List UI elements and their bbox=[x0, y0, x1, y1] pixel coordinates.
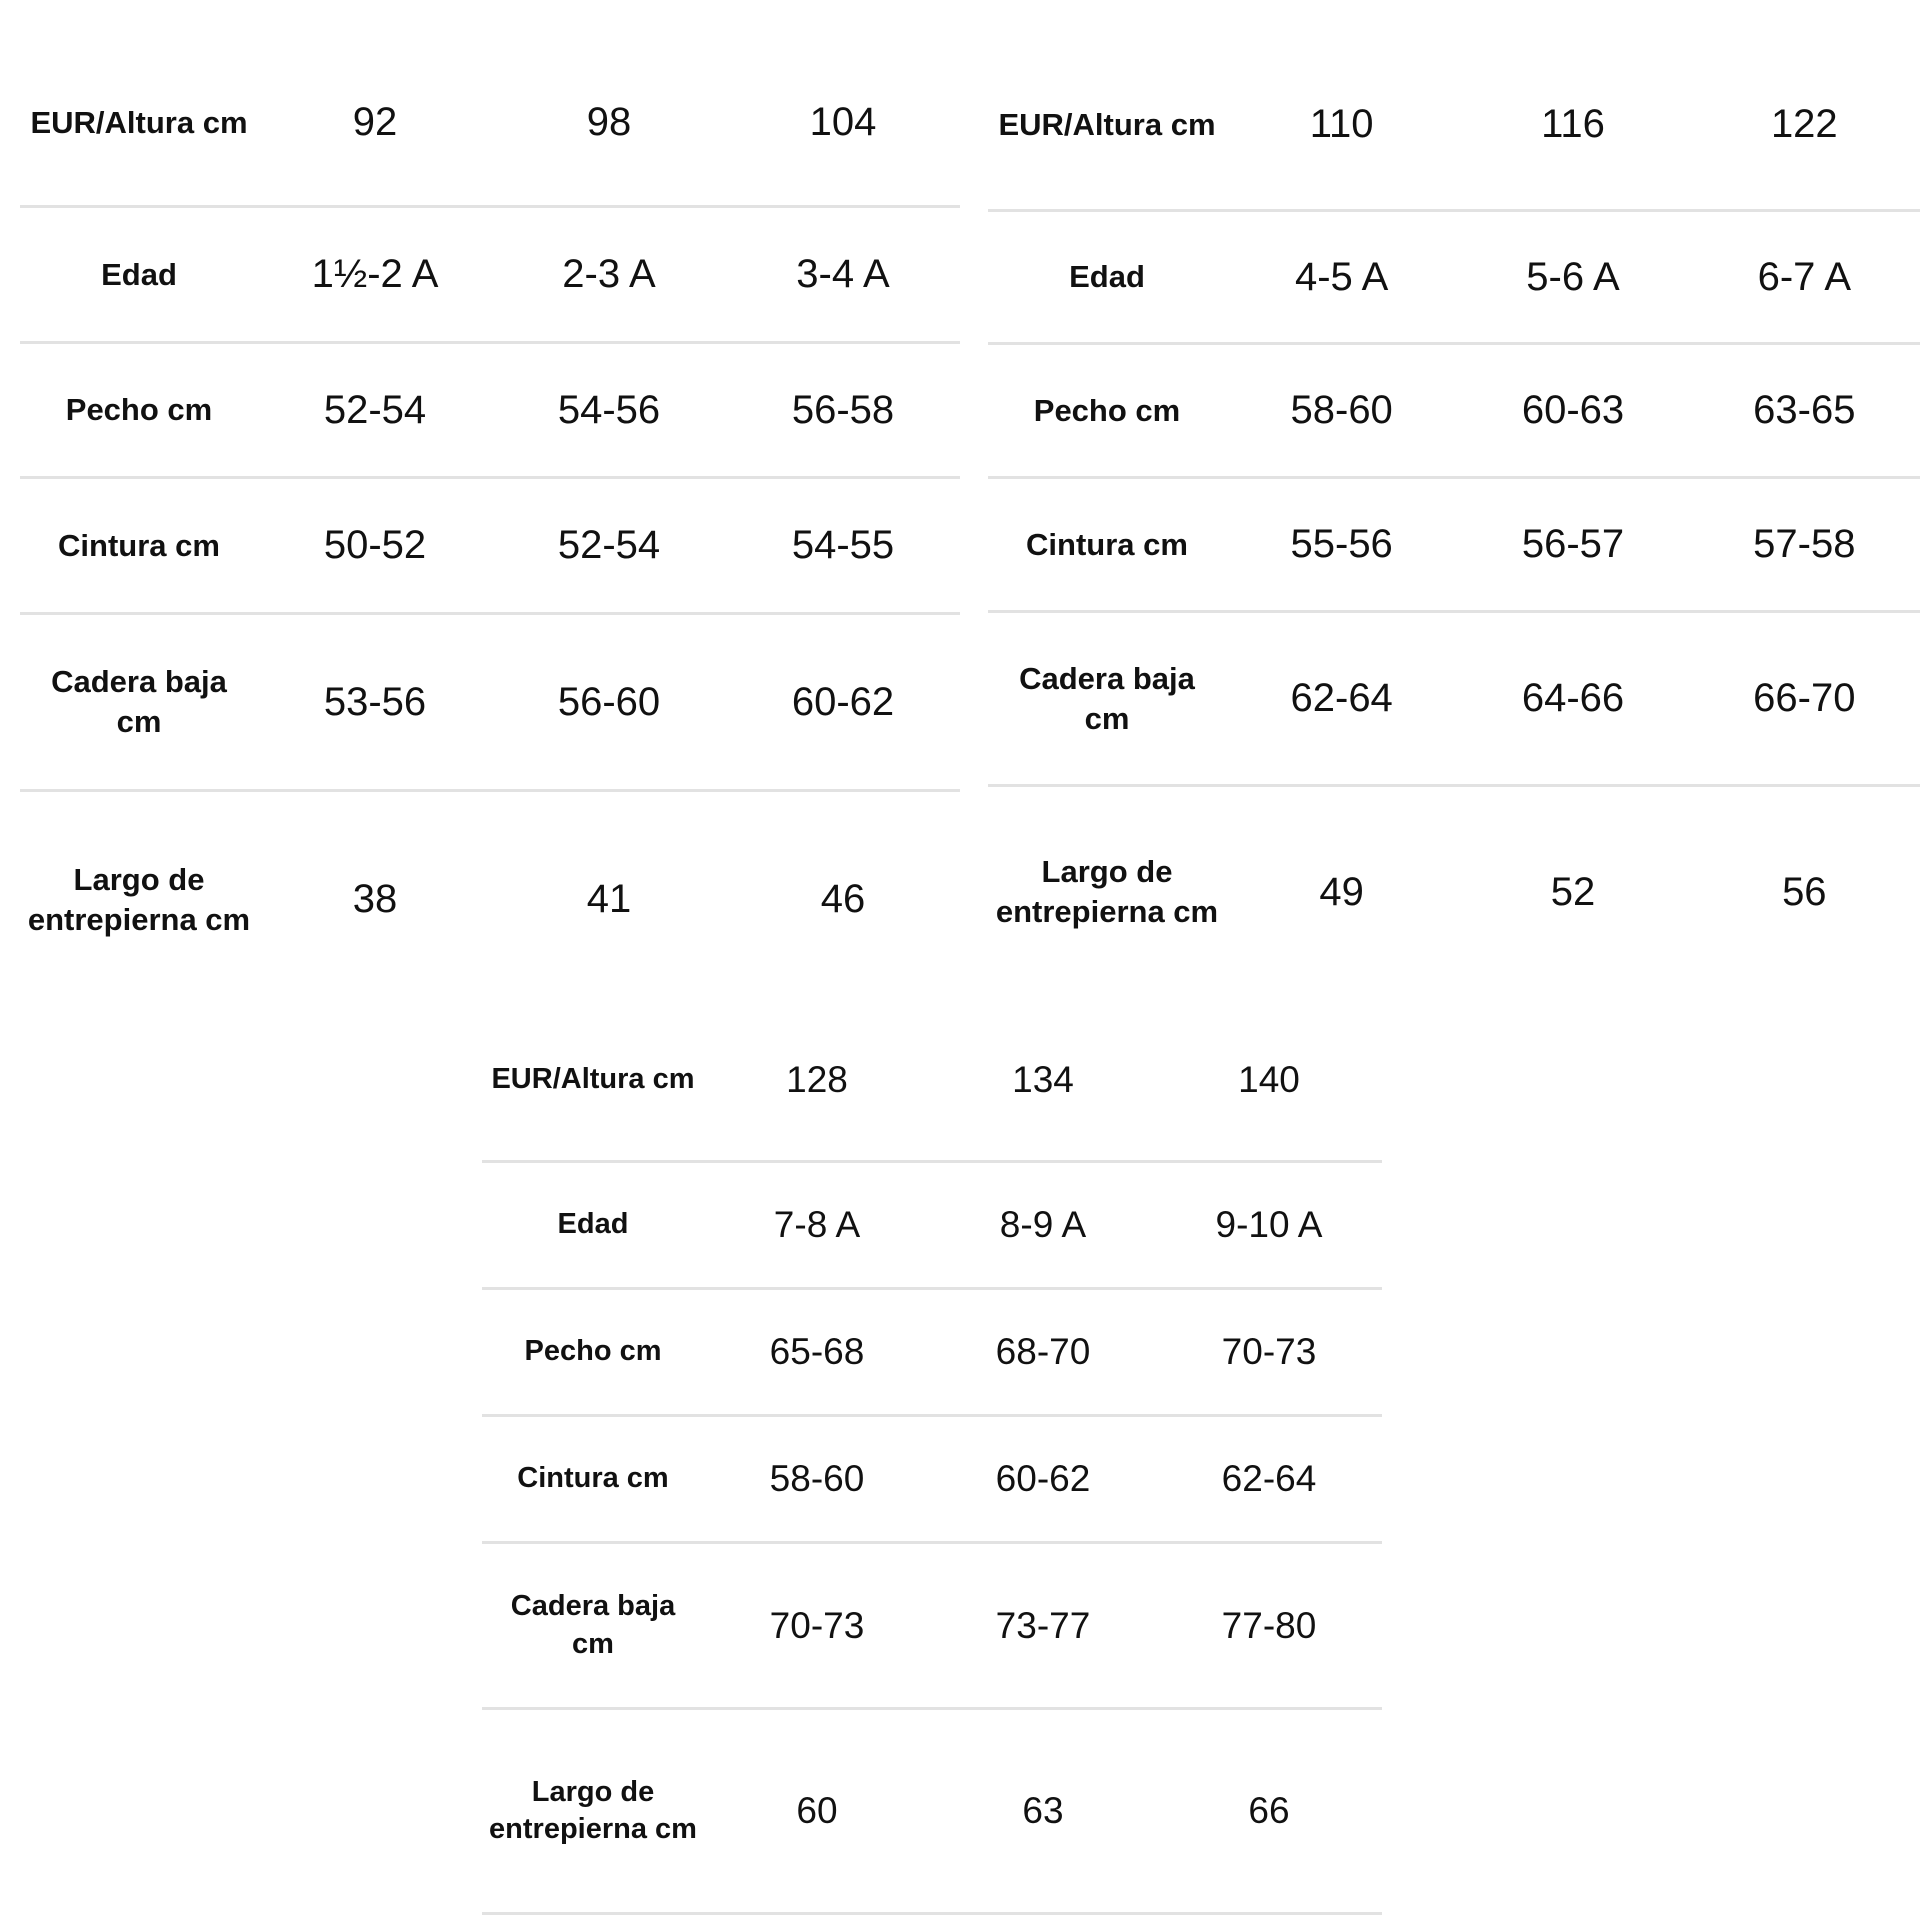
waist-value: 58-60 bbox=[769, 1458, 865, 1499]
age-value: 9-10 A bbox=[1215, 1204, 1323, 1245]
height-label: EUR/Altura cm bbox=[491, 1063, 695, 1096]
age-row bbox=[482, 1163, 1382, 1290]
inseam-value: 38 bbox=[352, 877, 398, 921]
inseam-value: 49 bbox=[1319, 869, 1364, 914]
chest-row bbox=[988, 345, 1920, 479]
low-hip-value: 62-64 bbox=[1290, 676, 1393, 720]
waist-row bbox=[20, 479, 960, 615]
waist-label: Cintura cm bbox=[58, 527, 220, 563]
chest-value: 58-60 bbox=[1290, 388, 1393, 432]
age-value: 7-8 A bbox=[773, 1204, 861, 1245]
low-hip-label: Cadera baja cm bbox=[51, 664, 227, 739]
waist-value: 57-58 bbox=[1753, 522, 1856, 566]
chest-label: Pecho cm bbox=[1033, 392, 1181, 428]
chest-value: 65-68 bbox=[769, 1331, 865, 1372]
inseam-label: Largo de entrepierna cm bbox=[489, 1775, 697, 1845]
age-value: 3-4 A bbox=[796, 252, 890, 296]
inseam-value: 56 bbox=[1782, 869, 1827, 914]
height-value: 140 bbox=[1238, 1059, 1300, 1100]
height-row bbox=[988, 40, 1920, 212]
age-value: 2-3 A bbox=[562, 252, 656, 296]
low-hip-label: Cadera baja cm bbox=[510, 1590, 676, 1660]
waist-label: Cintura cm bbox=[1026, 526, 1188, 562]
low-hip-row bbox=[988, 613, 1920, 787]
height-value: 116 bbox=[1541, 102, 1605, 146]
chest-row bbox=[482, 1290, 1382, 1417]
inseam-value: 63 bbox=[1022, 1790, 1064, 1831]
inseam-label: Largo de entrepierna cm bbox=[27, 861, 251, 937]
height-value: 110 bbox=[1309, 102, 1374, 146]
low-hip-value: 53-56 bbox=[323, 679, 427, 724]
age-value: 5-6 A bbox=[1526, 254, 1620, 299]
chest-label: Pecho cm bbox=[524, 1335, 662, 1368]
age-value: 8-9 A bbox=[999, 1204, 1087, 1245]
age-row bbox=[20, 208, 960, 344]
inseam-row bbox=[988, 787, 1920, 997]
age-value: 6-7 A bbox=[1757, 254, 1852, 299]
chest-value: 63-65 bbox=[1753, 388, 1856, 432]
age-label: Edad bbox=[101, 256, 177, 292]
inseam-value: 41 bbox=[586, 877, 632, 921]
chest-value: 56-58 bbox=[791, 387, 895, 432]
size-table-3 bbox=[482, 1000, 1382, 1915]
inseam-value: 66 bbox=[1248, 1790, 1290, 1831]
waist-value: 56-57 bbox=[1521, 522, 1625, 566]
height-row bbox=[20, 40, 960, 208]
low-hip-value: 73-77 bbox=[995, 1604, 1091, 1646]
height-value: 92 bbox=[352, 100, 398, 144]
waist-row bbox=[482, 1417, 1382, 1544]
height-value: 98 bbox=[586, 100, 632, 144]
inseam-row bbox=[482, 1710, 1382, 1915]
inseam-value: 52 bbox=[1550, 869, 1596, 914]
waist-value: 55-56 bbox=[1290, 522, 1393, 566]
height-value: 104 bbox=[809, 100, 877, 144]
low-hip-value: 64-66 bbox=[1521, 676, 1625, 720]
size-table-1 bbox=[20, 40, 960, 1007]
waist-row bbox=[988, 479, 1920, 613]
chest-row bbox=[20, 344, 960, 479]
inseam-value: 46 bbox=[820, 877, 866, 921]
low-hip-label: Cadera baja cm bbox=[1019, 660, 1195, 736]
low-hip-row bbox=[20, 615, 960, 792]
size-table-2 bbox=[988, 40, 1920, 997]
age-value: 4-5 A bbox=[1294, 254, 1389, 299]
age-label: Edad bbox=[1069, 259, 1145, 295]
height-value: 128 bbox=[786, 1059, 848, 1100]
waist-label: Cintura cm bbox=[517, 1462, 669, 1495]
age-label: Edad bbox=[557, 1208, 629, 1241]
inseam-label: Largo de entrepierna cm bbox=[995, 854, 1219, 929]
chest-label: Pecho cm bbox=[65, 392, 213, 428]
height-row bbox=[482, 1000, 1382, 1163]
chest-value: 70-73 bbox=[1221, 1331, 1317, 1372]
waist-value: 62-64 bbox=[1221, 1458, 1317, 1499]
low-hip-value: 60-62 bbox=[791, 679, 895, 724]
age-value: 1½-2 A bbox=[311, 252, 439, 296]
waist-value: 60-62 bbox=[995, 1458, 1091, 1499]
chest-value: 60-63 bbox=[1521, 388, 1625, 432]
inseam-value: 60 bbox=[796, 1790, 838, 1831]
chest-value: 52-54 bbox=[323, 387, 427, 432]
low-hip-value: 70-73 bbox=[769, 1604, 865, 1646]
inseam-row bbox=[20, 792, 960, 1007]
chest-value: 68-70 bbox=[995, 1331, 1091, 1372]
height-value: 134 bbox=[1012, 1059, 1074, 1100]
height-label: EUR/Altura cm bbox=[998, 106, 1216, 142]
low-hip-value: 56-60 bbox=[557, 679, 661, 724]
height-value: 122 bbox=[1770, 102, 1838, 146]
chest-value: 54-56 bbox=[557, 387, 661, 432]
low-hip-value: 77-80 bbox=[1221, 1604, 1317, 1646]
waist-value: 54-55 bbox=[791, 523, 895, 567]
waist-value: 52-54 bbox=[557, 523, 661, 567]
low-hip-row bbox=[482, 1544, 1382, 1710]
low-hip-value: 66-70 bbox=[1753, 676, 1856, 720]
height-label: EUR/Altura cm bbox=[30, 104, 248, 140]
waist-value: 50-52 bbox=[323, 523, 427, 567]
age-row bbox=[988, 212, 1920, 345]
